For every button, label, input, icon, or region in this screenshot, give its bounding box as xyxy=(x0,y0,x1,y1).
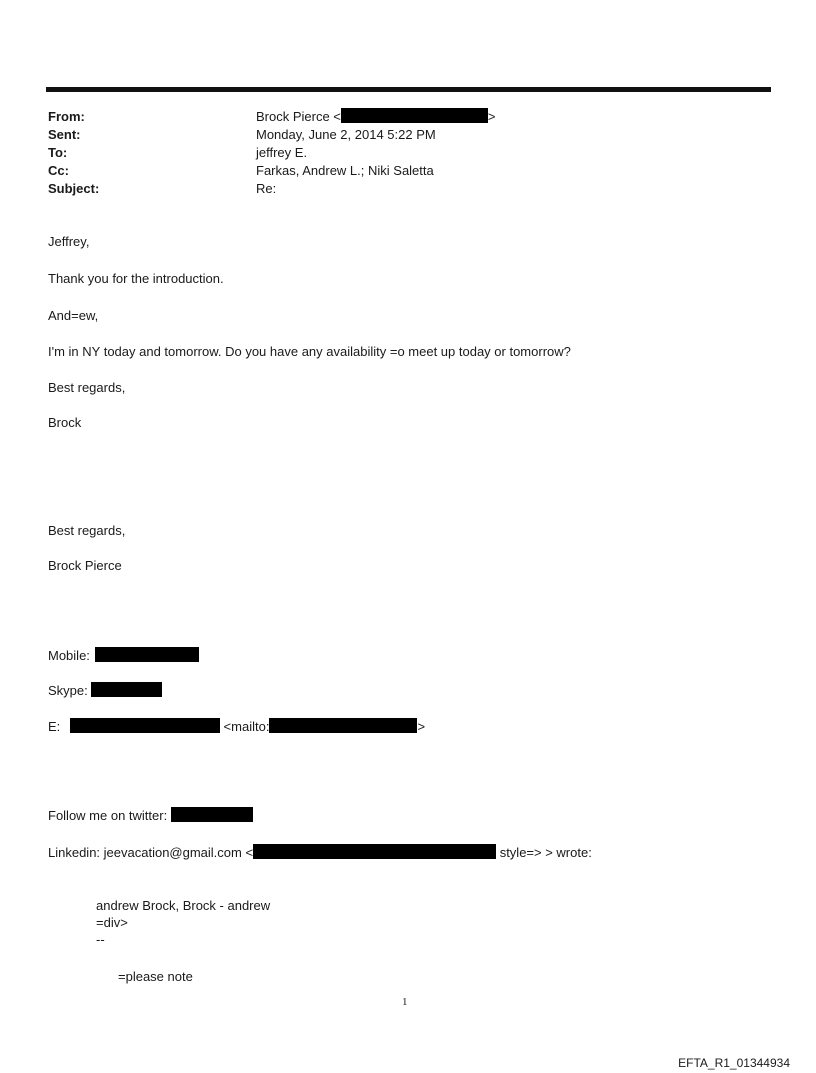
body-line-4: Best regards, xyxy=(48,380,126,395)
document-id: EFTA_R1_01344934 xyxy=(678,1056,790,1070)
subject-value: Re: xyxy=(256,181,277,196)
linkedin-suffix: style=> > wrote: xyxy=(499,845,592,860)
greeting: Jeffrey, xyxy=(48,234,90,249)
mailto-text: <mailto: xyxy=(223,719,270,734)
twitter-row xyxy=(48,807,253,824)
cc-label: Cc: xyxy=(48,163,69,178)
body-line-1: Thank you for the introduction. xyxy=(48,271,224,286)
from-close: > xyxy=(487,109,496,124)
redaction-box xyxy=(341,108,488,123)
redaction-box xyxy=(269,718,417,733)
quote-line-1: andrew Brock, Brock - andrew xyxy=(96,898,271,913)
twitter-label: Follow me on twitter: xyxy=(48,808,168,823)
quote-line-3: -- xyxy=(96,932,105,947)
header-rule xyxy=(46,87,771,92)
redaction-box xyxy=(91,682,162,697)
body-line-2: And=ew, xyxy=(48,308,99,323)
mailto-close: > xyxy=(417,719,426,734)
sent-value: Monday, June 2, 2014 5:22 PM xyxy=(256,127,436,142)
linkedin-prefix: Linkedin: jeevacation@gmail.com < xyxy=(48,845,254,860)
signature-name: Brock Pierce xyxy=(48,558,122,573)
signature-regards: Best regards, xyxy=(48,523,126,538)
to-label: To: xyxy=(48,145,68,160)
redaction-box xyxy=(95,647,199,662)
email-label: E: xyxy=(48,719,61,734)
quote-line-4: =please note xyxy=(118,969,193,984)
sent-label: Sent: xyxy=(48,127,81,142)
linkedin-row xyxy=(48,844,592,861)
body-line-3: I'm in NY today and tomorrow. Do you have any availability =o meet up today or tomorrow? xyxy=(48,344,571,359)
subject-label: Subject: xyxy=(48,181,100,196)
from-name: Brock Pierce < xyxy=(256,109,341,124)
redaction-box xyxy=(70,718,220,733)
quote-line-2: =div> xyxy=(96,915,128,930)
cc-value: Farkas, Andrew L.; Niki Saletta xyxy=(256,163,434,178)
from-value xyxy=(256,108,496,126)
page-number: 1 xyxy=(402,996,408,1008)
redaction-box xyxy=(253,844,496,859)
from-label: From: xyxy=(48,109,85,124)
redaction-box xyxy=(171,807,253,822)
email-row xyxy=(48,718,425,735)
to-value: jeffrey E. xyxy=(256,145,308,160)
skype-label: Skype: xyxy=(48,683,88,698)
skype-row xyxy=(48,682,162,699)
mobile-row xyxy=(48,647,199,664)
mobile-label: Mobile: xyxy=(48,648,90,663)
body-line-5: Brock xyxy=(48,415,82,430)
